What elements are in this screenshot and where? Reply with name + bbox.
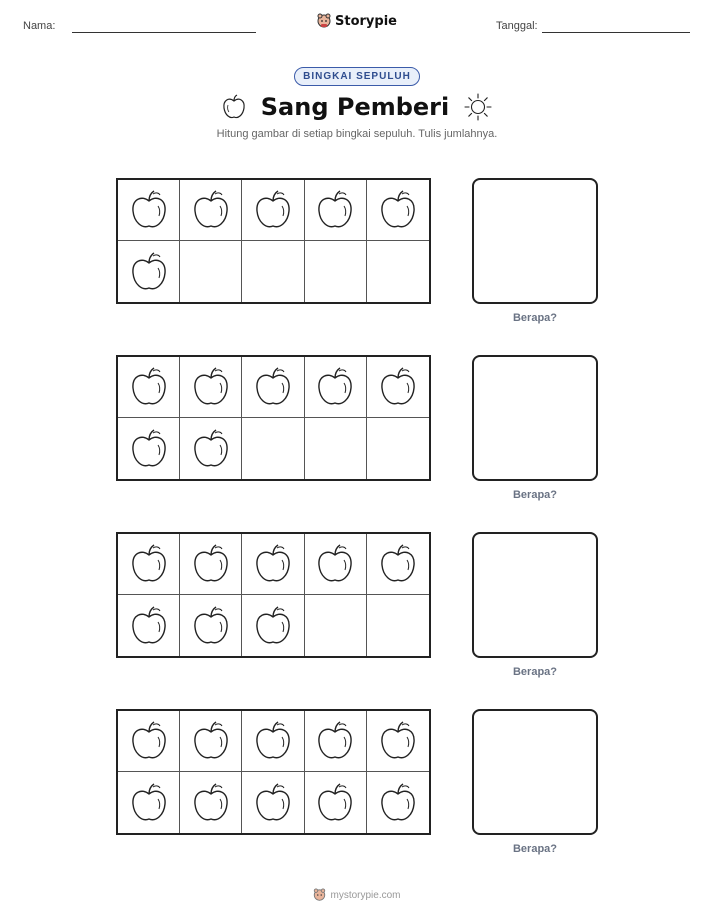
answer-box[interactable] [472, 532, 598, 658]
frame-cell [180, 772, 242, 833]
frame-cell [242, 772, 304, 833]
apple-icon [315, 781, 355, 825]
frame-cell [367, 418, 429, 479]
frame-cell [118, 241, 180, 302]
frame-cell [180, 180, 242, 241]
apple-icon [129, 427, 169, 471]
page-title: Sang Pemberi [260, 93, 450, 121]
ten-frame [116, 709, 431, 835]
brand-header [0, 13, 714, 34]
storypie-logo-icon [313, 888, 326, 902]
apple-icon [191, 719, 231, 763]
ten-frame [116, 355, 431, 481]
frame-cell [242, 241, 304, 302]
date-line[interactable] [542, 32, 690, 33]
frame-cell [118, 180, 180, 241]
apple-icon [191, 365, 231, 409]
apple-icon [253, 188, 293, 232]
brand-name: Storypie [335, 13, 397, 29]
apple-icon [129, 542, 169, 586]
how-many-label: Berapa? [512, 312, 558, 324]
frame-cell [180, 418, 242, 479]
apple-icon [129, 365, 169, 409]
apple-icon [378, 365, 418, 409]
apple-icon [378, 719, 418, 763]
date-label: Tanggal: [496, 20, 538, 32]
worksheet-type-badge: BINGKAI SEPULUH [294, 67, 420, 86]
apple-icon [253, 604, 293, 648]
frame-cell [180, 595, 242, 656]
apple-icon [253, 365, 293, 409]
frame-cell [242, 180, 304, 241]
frame-cell [367, 772, 429, 833]
frame-cell [118, 772, 180, 833]
instructions: Hitung gambar di setiap bingkai sepuluh. Tulis jumlahnya. [216, 128, 498, 140]
frame-cell [305, 772, 367, 833]
frame-cell [242, 357, 304, 418]
frame-cell [305, 180, 367, 241]
apple-icon [191, 781, 231, 825]
frame-cell [305, 241, 367, 302]
footer [0, 888, 714, 907]
frame-cell [305, 534, 367, 595]
frame-cell [242, 418, 304, 479]
answer-box[interactable] [472, 178, 598, 304]
apple-icon [191, 427, 231, 471]
apple-icon [253, 719, 293, 763]
apple-icon [315, 719, 355, 763]
ten-frame [116, 532, 431, 658]
frame-cell [367, 241, 429, 302]
frame-cell [367, 711, 429, 772]
frame-cell [242, 711, 304, 772]
apple-icon [221, 93, 247, 121]
frame-cell [367, 534, 429, 595]
frame-cell [305, 357, 367, 418]
frame-cell [180, 534, 242, 595]
frame-cell [118, 357, 180, 418]
apple-icon [129, 719, 169, 763]
how-many-label: Berapa? [512, 489, 558, 501]
sun-icon [463, 92, 493, 122]
ten-frame [116, 178, 431, 304]
apple-icon [253, 542, 293, 586]
answer-box[interactable] [472, 355, 598, 481]
apple-icon [253, 781, 293, 825]
frame-cell [180, 711, 242, 772]
apple-icon [129, 188, 169, 232]
storypie-logo-icon [317, 13, 331, 29]
apple-icon [378, 781, 418, 825]
answer-box[interactable] [472, 709, 598, 835]
apple-icon [191, 542, 231, 586]
apple-icon [129, 781, 169, 825]
apple-icon [191, 188, 231, 232]
frame-cell [118, 418, 180, 479]
apple-icon [129, 250, 169, 294]
frame-cell [367, 595, 429, 656]
apple-icon [191, 604, 231, 648]
how-many-label: Berapa? [512, 843, 558, 855]
apple-icon [378, 188, 418, 232]
frame-cell [305, 595, 367, 656]
apple-icon [315, 365, 355, 409]
apple-icon [378, 542, 418, 586]
frame-cell [242, 595, 304, 656]
frame-cell [305, 711, 367, 772]
frame-cell [180, 357, 242, 418]
frame-cell [367, 180, 429, 241]
apple-icon [315, 542, 355, 586]
frame-cell [118, 534, 180, 595]
frame-cell [367, 357, 429, 418]
frame-cell [305, 418, 367, 479]
apple-icon [129, 604, 169, 648]
title-row [0, 92, 714, 126]
how-many-label: Berapa? [512, 666, 558, 678]
frame-cell [118, 595, 180, 656]
apple-icon [315, 188, 355, 232]
badge-wrap [0, 66, 714, 86]
frame-cell [118, 711, 180, 772]
name-label: Nama: [23, 20, 56, 32]
footer-site: mystorypie.com [330, 889, 401, 901]
frame-cell [242, 534, 304, 595]
frame-cell [180, 241, 242, 302]
